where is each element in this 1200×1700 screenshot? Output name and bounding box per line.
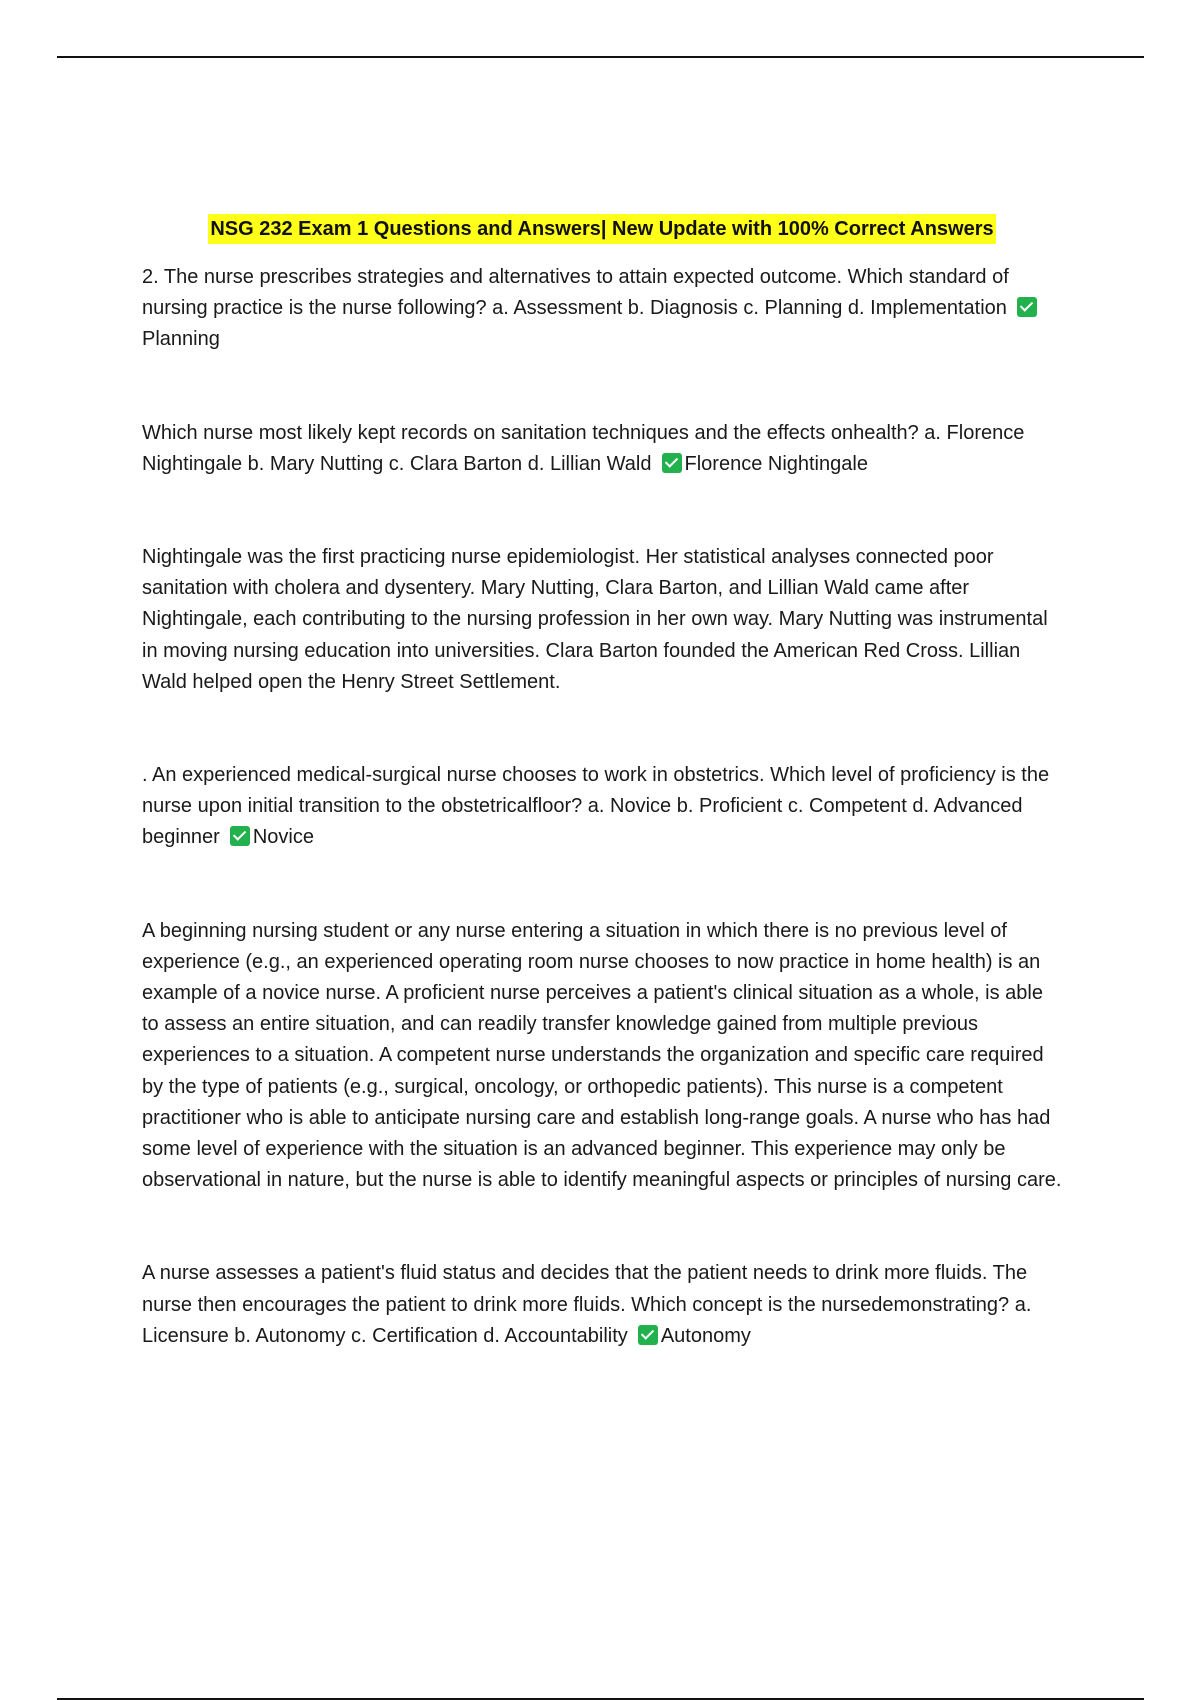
answer-text: Florence Nightingale — [684, 452, 868, 475]
spacer — [142, 480, 1062, 542]
question-1 — [142, 262, 1062, 356]
spacer — [142, 356, 1062, 418]
question-text: A nurse assesses a patient's fluid status and decides that the patient needs to drink more fluids. The nurse then encourages the patient to drink more fluids. Which concept is the nursedemonstrating? a. Licensure b. Autonomy c. Certification d. Accountability — [142, 1262, 1032, 1347]
question-4 — [142, 1258, 1062, 1352]
check-mark-icon — [638, 1325, 658, 1345]
spacer — [142, 698, 1062, 760]
document-title: NSG 232 Exam 1 Questions and Answers| New Update with 100% Correct Answers — [208, 214, 995, 244]
rationale-1: Nightingale was the first practicing nurse epidemiologist. Her statistical analyses connected poor sanitation with cholera and dysentery. Mary Nutting, Clara Barton, and Lillian Wald came after Nightingale, each contributing to the nursing profession in her own way. Mary Nutting was instrumental in moving nursing education into universities. Clara Barton founded the American Red Cross. Lillian Wald helped open the Henry Street Settlement. — [142, 546, 1048, 693]
question-text: . An experienced medical-surgical nurse chooses to work in obstetrics. Which level of proficiency is the nurse upon initial transition to the obstetricalfloor? a. Novice b. Proficient c. Competent d. Advanced beginner — [142, 764, 1050, 849]
answer-text: Novice — [252, 826, 314, 849]
question-text: Which nurse most likely kept records on sanitation techniques and the effects onhealth? a. Florence Nightingale b. Mary Nutting c. Clara Barton d. Lillian Wald — [142, 421, 1025, 475]
question-3 — [142, 760, 1062, 854]
title-block — [142, 214, 1062, 244]
answer-text: Autonomy — [660, 1324, 751, 1347]
spacer — [142, 854, 1062, 916]
question-2 — [142, 418, 1062, 480]
document-body — [142, 214, 1062, 1352]
spacer — [142, 1196, 1062, 1258]
check-mark-icon — [230, 826, 250, 846]
header-rule — [57, 56, 1144, 58]
rationale-2: A beginning nursing student or any nurse entering a situation in which there is no previous level of experience (e.g., an experienced operating room nurse chooses to now practice in home health) is an example of a novice nurse. A proficient nurse perceives a patient's clinical situation as a whole, is able to assess an entire situation, and can readily transfer knowledge gained from multiple previous experiences to a situation. A competent nurse understands the organization and specific care required by the type of patients (e.g., surgical, oncology, or orthopedic patients). This nurse is a competent practitioner who is able to anticipate nursing care and establish long-range goals. A nurse who has had some level of experience with the situation is an advanced beginner. This experience may only be observational in nature, but the nurse is able to identify meaningful aspects or principles of nursing care. — [142, 919, 1062, 1192]
answer-text: Planning — [142, 328, 220, 351]
question-text: 2. The nurse prescribes strategies and alternatives to attain expected outcome. Which standard of nursing practice is the nurse following? a. Assessment b. Diagnosis c. Planning d. Implementation — [142, 266, 1009, 320]
check-mark-icon — [662, 453, 682, 473]
check-mark-icon — [1017, 297, 1037, 317]
